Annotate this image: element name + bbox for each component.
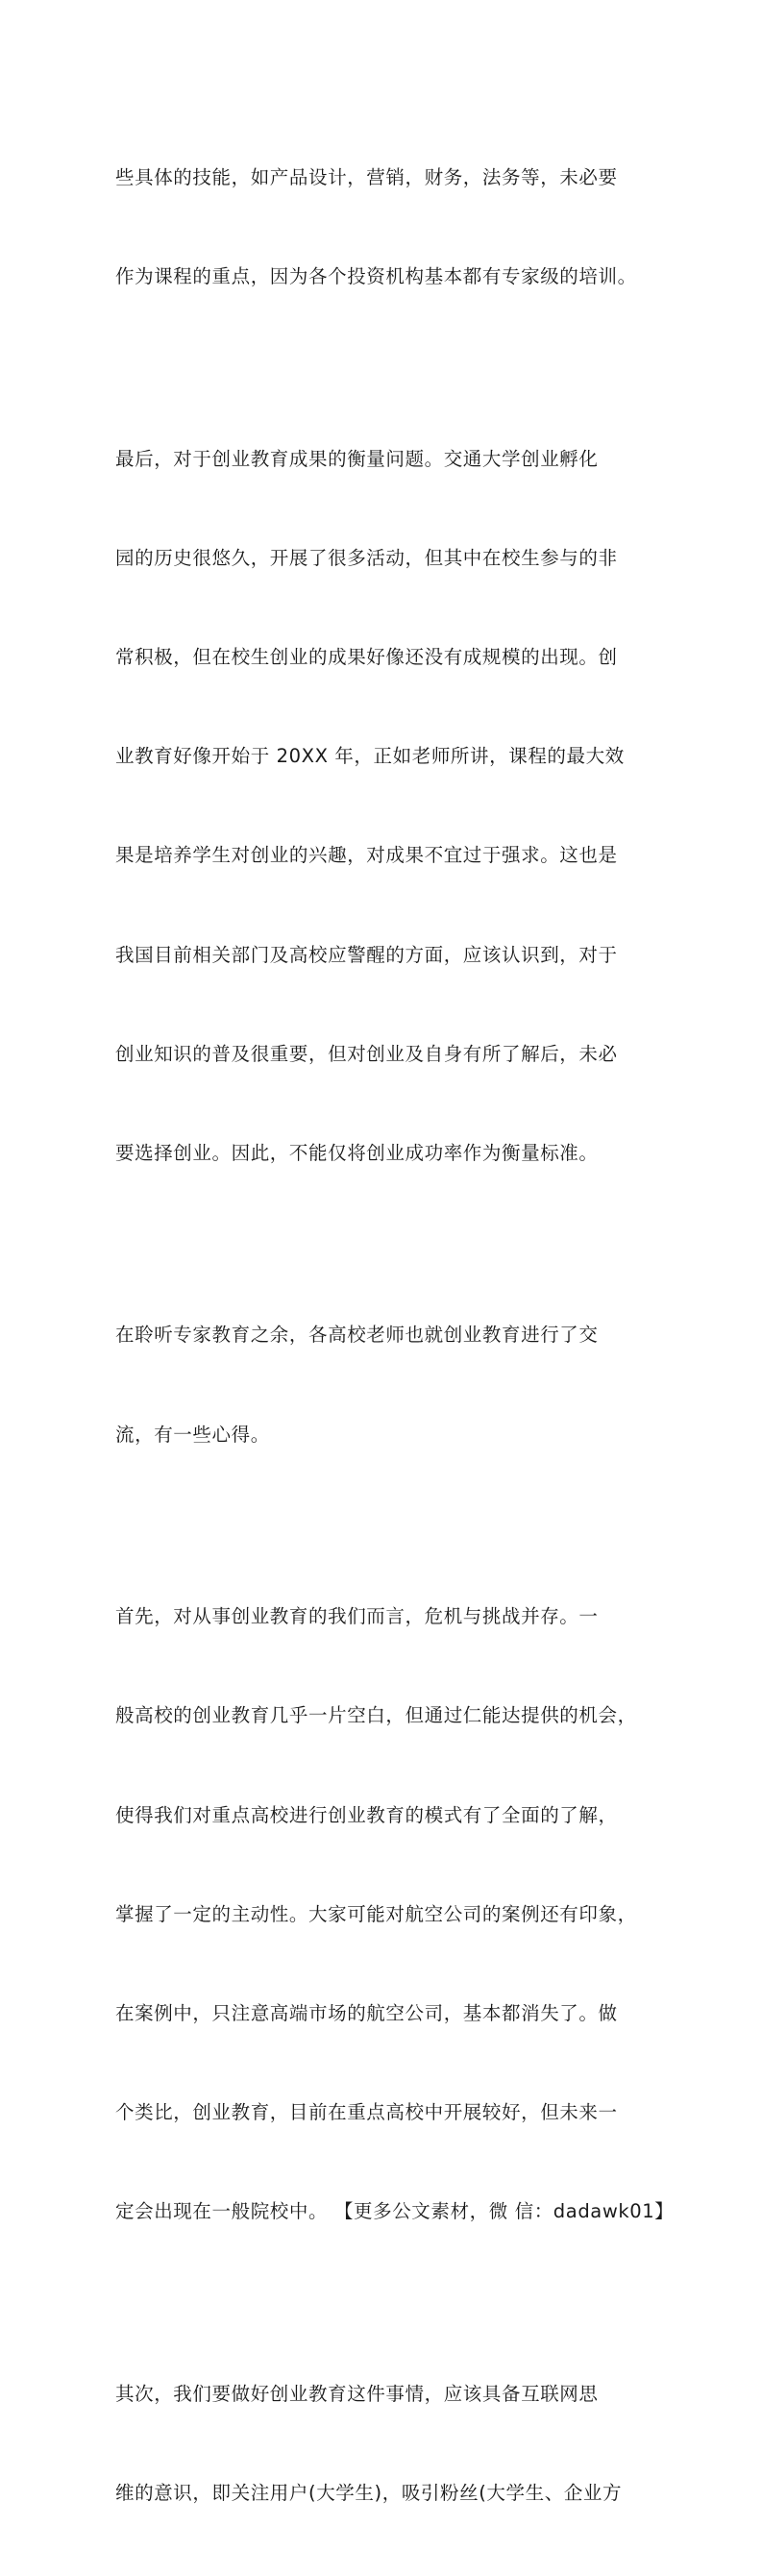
text-line: 果是培养学生对创业的兴趣，对成果不宜过于强求。这也是 (115, 844, 618, 867)
text-line: 作为课程的重点，因为各个投资机构基本都有专家级的培训。 (115, 265, 637, 288)
paragraph-skills-focus (115, 95, 663, 359)
text-line: 要选择创业。因此，不能仅将创业成功率作为衡量标准。 (115, 1141, 599, 1164)
text-line: 我国目前相关部门及高校应警醒的方面，应该认识到，对于 (115, 943, 618, 966)
text-line: 在案例中，只注意高端市场的航空公司，基本都消失了。做 (115, 2002, 618, 2024)
paragraph-measurement (115, 377, 663, 1236)
text-line: 般高校的创业教育几乎一片空白，但通过仁能达提供的机会， (115, 1704, 637, 1727)
text-line: 业教育好像开始于 20XX 年，正如老师所讲，课程的最大效 (115, 745, 625, 768)
text-line: 个类比，创业教育，目前在重点高校中开展较好，但未来一 (115, 2101, 618, 2124)
text-line: 定会出现在一般院校中。 【更多公文素材，微 信：dadawk01】 (115, 2200, 675, 2223)
text-line: 在聆听专家教育之余，各高校老师也就创业教育进行了交 (115, 1324, 599, 1347)
paragraph-second (115, 2312, 663, 2576)
text-line: 使得我们对重点高校进行创业教育的模式有了全面的了解， (115, 1803, 618, 1826)
text-line: 掌握了一定的主动性。大家可能对航空公司的案例还有印象， (115, 1902, 637, 1925)
text-line: 维的意识，即关注用户(大学生)，吸引粉丝(大学生、企业方 (115, 2482, 623, 2505)
text-line: 最后，对于创业教育成果的衡量问题。交通大学创业孵化 (115, 447, 599, 470)
paragraph-first (115, 1534, 675, 2294)
text-line: 园的历史很悠久，开展了很多活动，但其中在校生参与的非 (115, 546, 618, 569)
document-body (115, 95, 675, 2576)
text-line: 首先，对从事创业教育的我们而言，危机与挑战并存。一 (115, 1605, 599, 1628)
text-line: 其次，我们要做好创业教育这件事情，应该具备互联网思 (115, 2382, 599, 2405)
text-line: 些具体的技能，如产品设计，营销，财务，法务等，未必要 (115, 165, 618, 188)
text-line: 常积极，但在校生创业的成果好像还没有成规模的出现。创 (115, 645, 618, 668)
text-line: 流，有一些心得。 (115, 1423, 270, 1446)
paragraph-exchange (115, 1253, 663, 1518)
text-line: 创业知识的普及很重要，但对创业及自身有所了解后，未必 (115, 1042, 618, 1065)
